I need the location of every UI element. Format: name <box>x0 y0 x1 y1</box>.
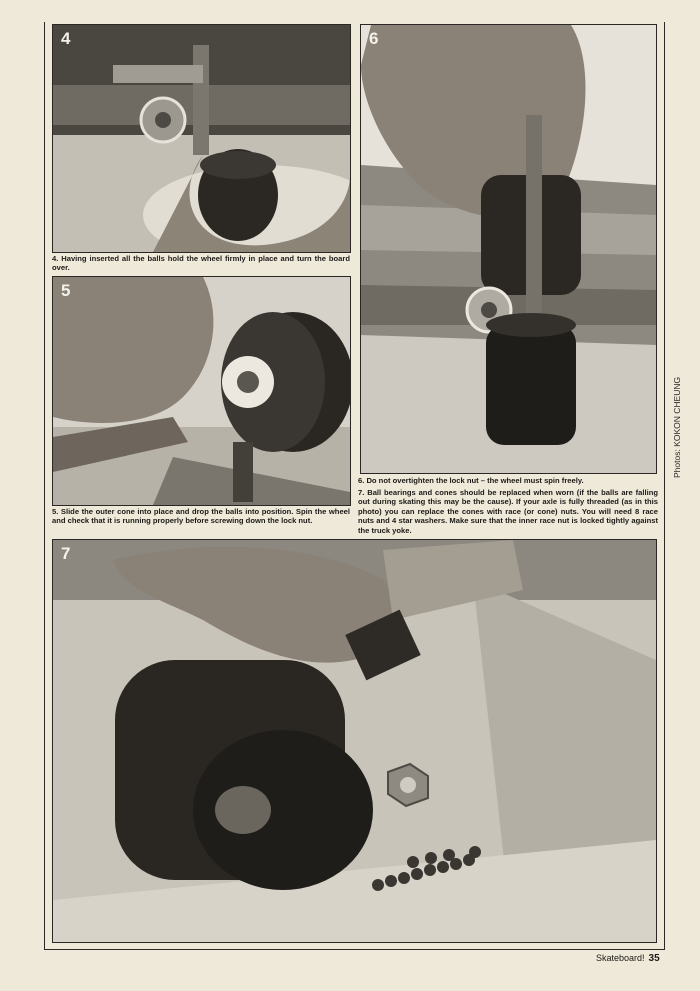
photo-6-number: 6 <box>369 29 379 48</box>
caption-5: 5. Slide the outer cone into place and drop the balls into position. Spin the wheel and check that it is running properly before screwing down the lock nut. <box>52 507 350 526</box>
bottom-rule <box>44 949 665 950</box>
page-number: 35 <box>648 953 660 964</box>
photo-7-image <box>53 540 656 942</box>
magazine-name: Skateboard! <box>596 953 645 963</box>
photo-5-number: 5 <box>61 281 71 300</box>
photo-6-image <box>361 25 656 473</box>
photo-5 <box>52 276 351 506</box>
photo-7-number: 7 <box>61 544 71 563</box>
photo-7 <box>52 539 657 943</box>
photo-credit: Photos: KOKON CHEUNG <box>672 376 682 478</box>
page-footer <box>596 953 660 964</box>
caption-7: 7. Ball bearings and cones should be replaced when worn (if the balls are falling out during skating this may be the cause). If your axle is fully threaded (as in this photo) you can replace the cones with race (or cone) nuts. You will need 8 race nuts and 4 star washers. Make sure that the inner race nut is locked tightly against the truck yoke. <box>358 488 658 535</box>
photo-4 <box>52 24 351 253</box>
photo-5-image <box>53 277 350 505</box>
photo-4-number: 4 <box>61 29 71 48</box>
photo-4-image <box>53 25 350 252</box>
left-column-rule <box>44 22 45 950</box>
right-column-rule <box>664 22 665 950</box>
photo-6 <box>360 24 657 474</box>
caption-6: 6. Do not overtighten the lock nut – the wheel must spin freely. <box>358 476 584 485</box>
caption-4: 4. Having inserted all the balls hold the wheel firmly in place and turn the board over. <box>52 254 350 273</box>
